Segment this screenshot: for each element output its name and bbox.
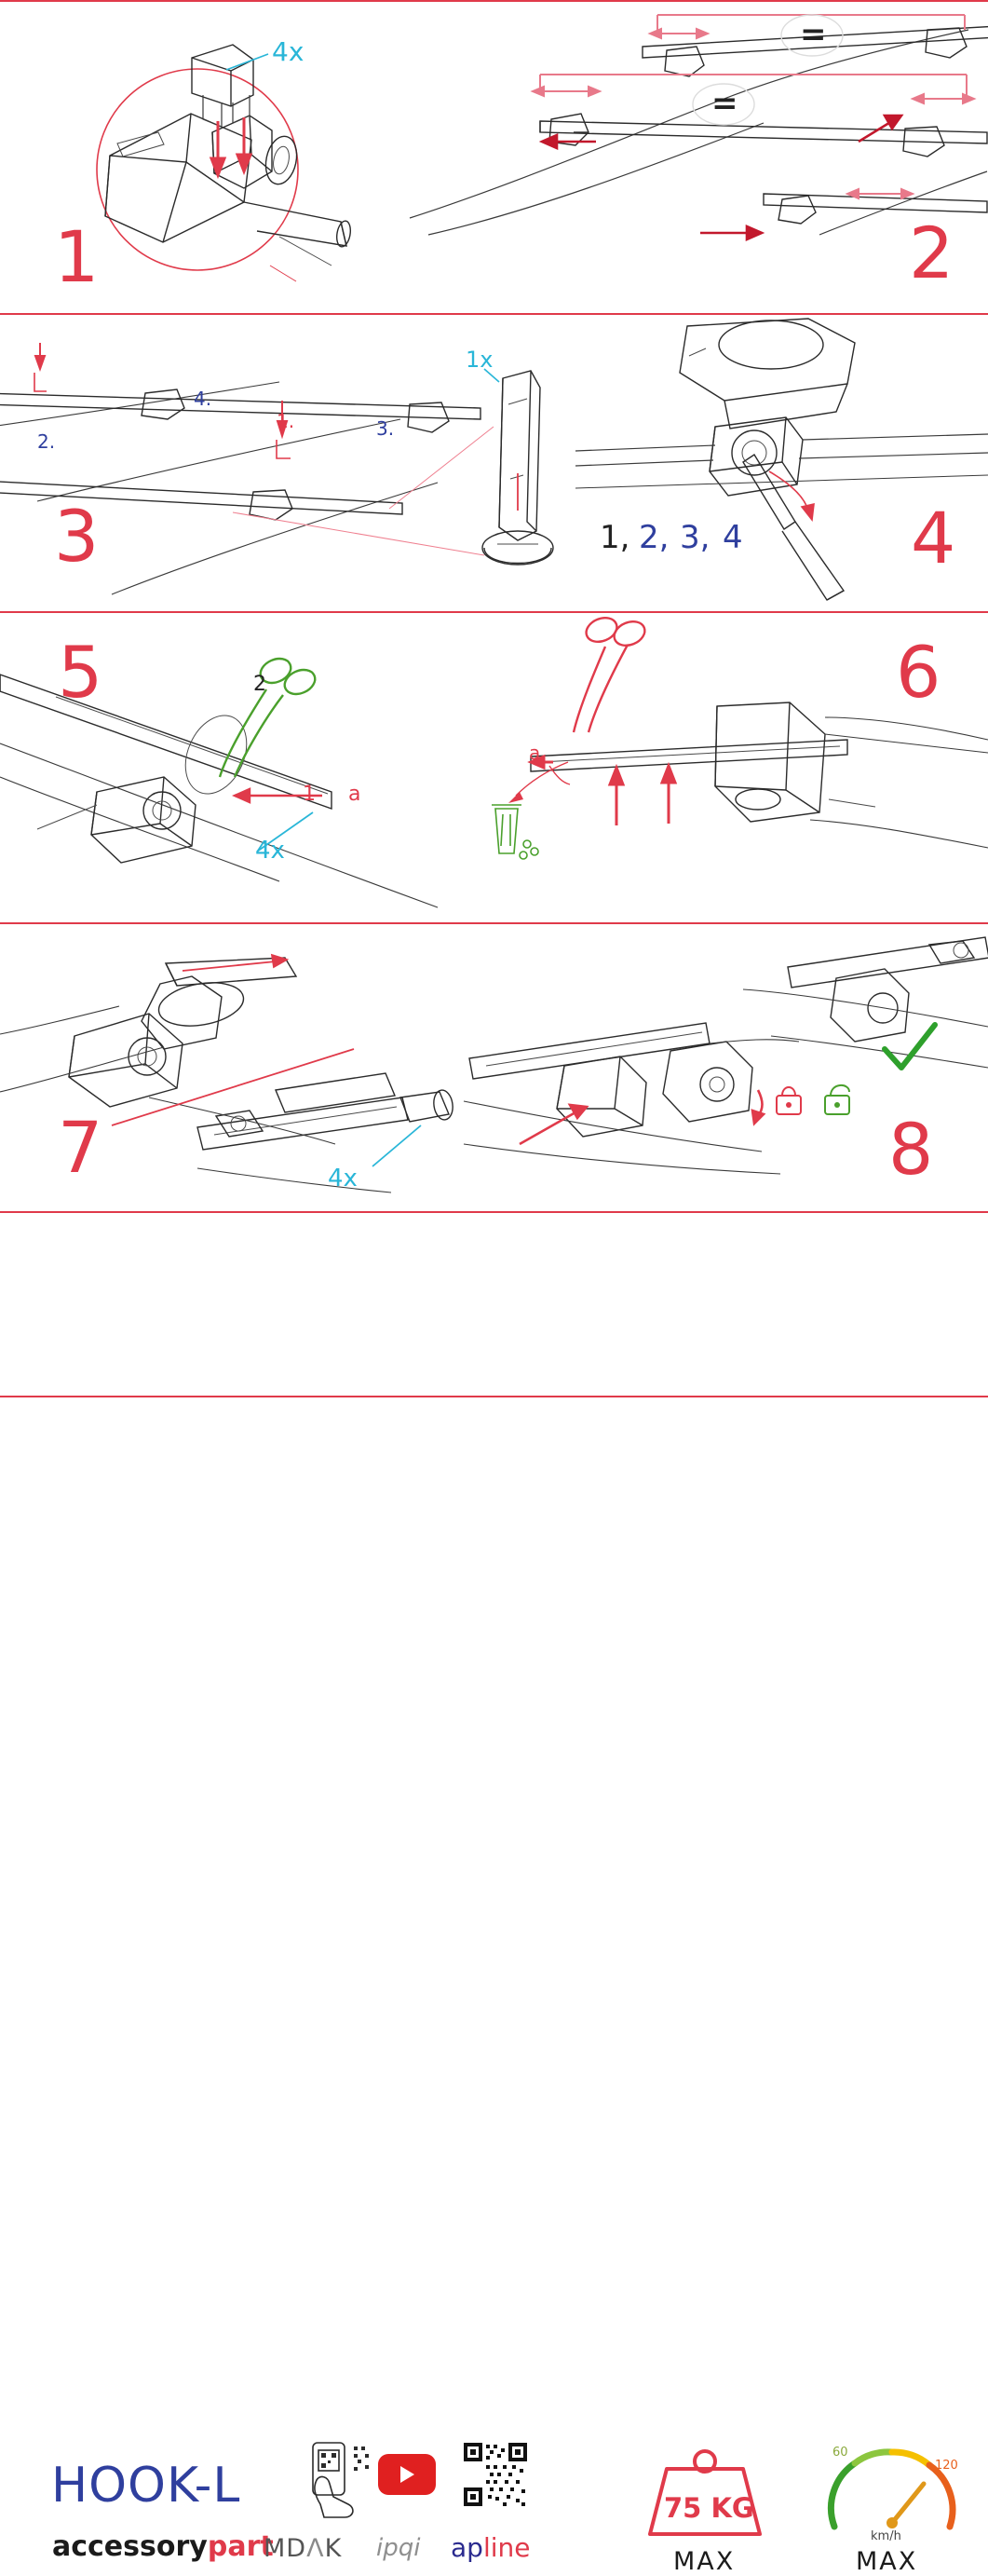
step-4-panel	[575, 315, 988, 611]
step-5-number: 5	[58, 631, 104, 714]
step-8-number: 8	[888, 1108, 935, 1191]
step-1-quantity-label: 4x	[272, 36, 305, 67]
step-7-quantity-label: 4x	[328, 1165, 358, 1193]
partner-apline: apline	[451, 2532, 531, 2563]
max-load-label: MAX	[673, 2547, 736, 2576]
step-6-number: 6	[896, 631, 942, 714]
step-8-panel	[464, 924, 988, 1209]
max-load-value: 75 KG	[664, 2492, 754, 2524]
step-3-order-2: 2.	[37, 430, 56, 453]
step-4-order-1: 1,	[600, 519, 630, 556]
step-4-order-4: 4	[723, 519, 743, 556]
step-3-order-4: 4.	[194, 388, 212, 410]
youtube-icon[interactable]	[378, 2454, 436, 2495]
step-5-label-1: 1	[303, 783, 316, 806]
max-speed-label: MAX	[856, 2547, 918, 2576]
svg-text:120: 120	[935, 2459, 958, 2473]
footer	[0, 1211, 988, 2576]
step-5-panel	[0, 613, 438, 920]
step-1-number: 1	[54, 215, 101, 298]
svg-text:km/h: km/h	[871, 2529, 901, 2543]
step-3-order-1: 1.	[277, 410, 295, 432]
step-2-panel	[484, 2, 988, 313]
step-3-quantity-label: 1x	[466, 347, 494, 373]
step-5-label-2: 2	[253, 673, 266, 696]
brand-logo: accessorypart	[52, 2530, 274, 2563]
step-3-panel	[0, 315, 575, 611]
step-2-equal-2: =	[711, 85, 738, 122]
step-2-equal-1: =	[800, 16, 827, 53]
step-7-panel	[0, 924, 464, 1209]
product-name: HOOK-L	[51, 2458, 241, 2514]
step-1-panel	[0, 2, 484, 313]
svg-text:60: 60	[832, 2446, 848, 2460]
step-4-number: 4	[911, 497, 957, 579]
step-2-number: 2	[909, 211, 955, 294]
partner-ipqi: ipqi	[376, 2534, 421, 2562]
step-4-order-2: 2,	[639, 519, 670, 556]
step-4-order-3: 3,	[680, 519, 711, 556]
partner-mdak: MDΛK	[264, 2534, 343, 2563]
step-5-label-a: a	[348, 783, 361, 806]
brand-logo-accent: part	[207, 2530, 274, 2563]
step-3-order-3: 3.	[376, 417, 395, 440]
step-6-panel	[438, 613, 988, 920]
qr-code[interactable]	[462, 2441, 529, 2508]
step-6-label-a: a	[529, 742, 541, 764]
step-3-number: 3	[54, 495, 101, 578]
step-5-quantity-label: 4x	[255, 837, 285, 865]
step-7-number: 7	[58, 1106, 104, 1189]
max-speed-icon	[818, 2437, 967, 2543]
